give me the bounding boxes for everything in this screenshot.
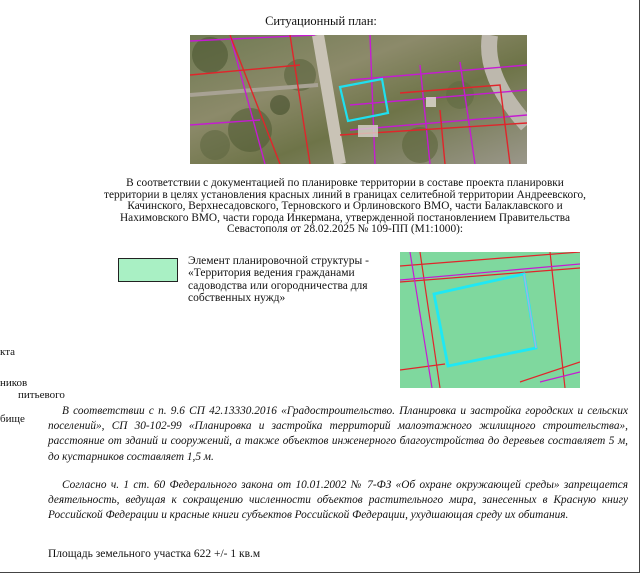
side-fragment: бище	[0, 413, 25, 425]
parcel-area: Площадь земельного участка 622 +/- 1 кв.м	[48, 548, 261, 560]
legend-text: Элемент планировочной структуры - «Территория ведения гражданами садоводства или огородничества для собственных нужд»	[188, 255, 369, 305]
paragraph-environment-law: Согласно ч. 1 ст. 60 Федерального закона от 10.01.2002 № 7-ФЗ «Об охране окружающей среды» запрещается деятельность, ведущая к сокращению численности объектов растительного мира, занесенных в Красную книгу Российской Федерации и красные книги субъектов Российской Федерации, ухудшающая среду их обитания.	[48, 479, 628, 522]
intro-text: В соответствии с документацией по планировке территории в составе проекта планировки территории в целях установления красных линий в границах селитебной территории Андреевского, Качинского, Верхнесадовского, Терновского и Орлиновского ВМО, части Балаклавского и Нахимовского ВМО, части города Инкермана, утвержденной постановлением Правительства Севастополя от 28.02.2025 № 109-ПП (М1:1000):	[104, 177, 586, 236]
page-title: Ситуационный план:	[265, 14, 377, 28]
side-fragment: питьевого	[18, 389, 65, 401]
side-fragment: кта	[0, 346, 16, 358]
parcel-zoom-map	[400, 252, 580, 388]
paragraph-distance-rules: В соответствии с п. 9.6 СП 42.13330.2016 «Градостроительство. Планировка и застройка городских и сельских поселений», СП 30-102-99 «Планировка и застройка территорий малоэтажного жилищного строительства», расстояние от зданий и сооружений, а также объектов инженерного благоустройства до деревьев составляет 5 м, до кустарников составляет 1,5 м.	[48, 405, 628, 463]
legend-swatch	[118, 258, 178, 282]
satellite-map	[190, 35, 527, 164]
side-fragment: ников	[0, 377, 28, 389]
